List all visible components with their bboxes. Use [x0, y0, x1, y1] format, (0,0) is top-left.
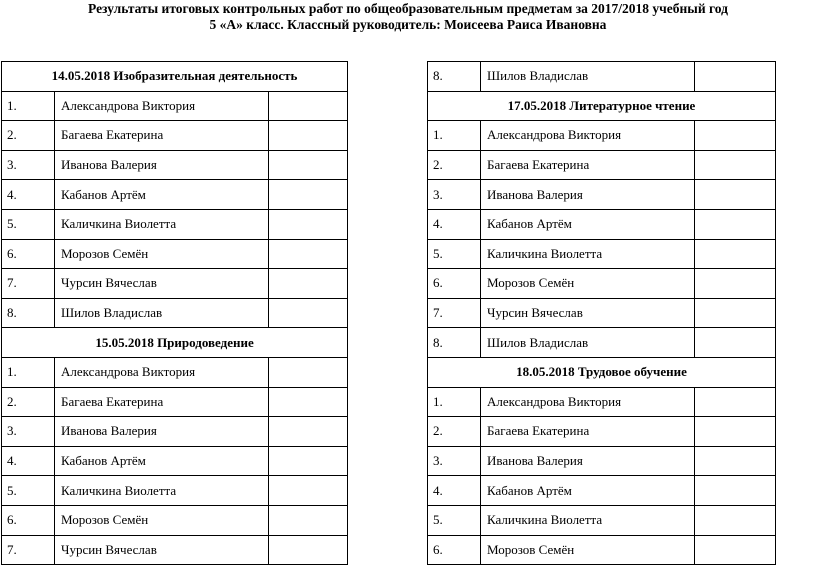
- score-cell: [269, 535, 348, 565]
- row-number: 3.: [428, 180, 481, 210]
- student-row: [428, 239, 776, 269]
- score-cell: [695, 121, 776, 151]
- score-cell: [269, 505, 348, 535]
- student-name: Багаева Екатерина: [481, 150, 695, 180]
- student-row: [428, 180, 776, 210]
- row-number: 6.: [428, 535, 481, 565]
- score-cell: [269, 357, 348, 387]
- student-row: [428, 446, 776, 476]
- row-number: 4.: [428, 209, 481, 239]
- student-name: Каличкина Виолетта: [55, 209, 269, 239]
- row-number: 8.: [428, 62, 481, 92]
- student-row: [2, 357, 348, 387]
- student-row: [2, 239, 348, 269]
- row-number: 5.: [2, 209, 55, 239]
- row-number: 2.: [428, 417, 481, 447]
- student-name: Иванова Валерия: [55, 150, 269, 180]
- score-cell: [695, 505, 776, 535]
- score-cell: [695, 150, 776, 180]
- student-row: [428, 387, 776, 417]
- row-number: 1.: [2, 357, 55, 387]
- row-number: 8.: [428, 328, 481, 358]
- student-row: [428, 298, 776, 328]
- student-name: Иванова Валерия: [55, 417, 269, 447]
- student-row: [2, 180, 348, 210]
- student-row: [428, 328, 776, 358]
- student-name: Каличкина Виолетта: [481, 505, 695, 535]
- row-number: 1.: [428, 387, 481, 417]
- student-name: Морозов Семён: [55, 239, 269, 269]
- score-cell: [269, 239, 348, 269]
- student-name: Кабанов Артём: [481, 209, 695, 239]
- student-row: [428, 269, 776, 299]
- score-cell: [695, 298, 776, 328]
- score-cell: [695, 209, 776, 239]
- score-cell: [695, 180, 776, 210]
- student-name: Каличкина Виолетта: [481, 239, 695, 269]
- subject-date-heading: 18.05.2018 Трудовое обучение: [428, 357, 776, 387]
- score-cell: [695, 417, 776, 447]
- student-name: Морозов Семён: [481, 269, 695, 299]
- score-cell: [269, 446, 348, 476]
- student-row: [2, 417, 348, 447]
- row-number: 2.: [428, 150, 481, 180]
- row-number: 3.: [428, 446, 481, 476]
- section-header-row: [428, 91, 776, 121]
- student-row: [428, 476, 776, 506]
- score-cell: [695, 446, 776, 476]
- row-number: 7.: [2, 269, 55, 299]
- score-cell: [695, 476, 776, 506]
- score-cell: [269, 298, 348, 328]
- score-cell: [269, 209, 348, 239]
- student-name: Чурсин Вячеслав: [481, 298, 695, 328]
- student-name: Багаева Екатерина: [481, 417, 695, 447]
- row-number: 5.: [428, 505, 481, 535]
- score-cell: [269, 121, 348, 151]
- student-name: Шилов Владислав: [481, 328, 695, 358]
- student-name: Кабанов Артём: [55, 446, 269, 476]
- row-number: 5.: [2, 476, 55, 506]
- student-row: [2, 476, 348, 506]
- section-header-row: [2, 328, 348, 358]
- student-row: [428, 62, 776, 92]
- score-cell: [695, 239, 776, 269]
- student-name: Кабанов Артём: [481, 476, 695, 506]
- student-row: [428, 417, 776, 447]
- score-cell: [269, 180, 348, 210]
- row-number: 2.: [2, 387, 55, 417]
- student-name: Александрова Виктория: [55, 91, 269, 121]
- score-cell: [269, 387, 348, 417]
- section-header-row: [2, 62, 348, 92]
- row-number: 6.: [2, 239, 55, 269]
- row-number: 6.: [428, 269, 481, 299]
- right-results-table: [427, 61, 776, 565]
- student-name: Багаева Екатерина: [55, 387, 269, 417]
- student-row: [2, 121, 348, 151]
- score-cell: [269, 476, 348, 506]
- row-number: 7.: [428, 298, 481, 328]
- document-header: [0, 1, 816, 33]
- class-info: 5 «А» класс. Классный руководитель: Моисеева Раиса Ивановна: [209, 17, 607, 32]
- row-number: 7.: [2, 535, 55, 565]
- score-cell: [695, 62, 776, 92]
- student-name: Чурсин Вячеслав: [55, 535, 269, 565]
- score-cell: [269, 150, 348, 180]
- student-name: Морозов Семён: [481, 535, 695, 565]
- student-name: Шилов Владислав: [55, 298, 269, 328]
- student-row: [2, 505, 348, 535]
- student-name: Багаева Екатерина: [55, 121, 269, 151]
- subject-date-heading: 17.05.2018 Литературное чтение: [428, 91, 776, 121]
- row-number: 6.: [2, 505, 55, 535]
- row-number: 5.: [428, 239, 481, 269]
- student-name: Чурсин Вячеслав: [55, 269, 269, 299]
- student-name: Каличкина Виолетта: [55, 476, 269, 506]
- student-row: [2, 91, 348, 121]
- student-row: [2, 446, 348, 476]
- student-row: [2, 298, 348, 328]
- student-name: Александрова Виктория: [481, 121, 695, 151]
- student-row: [2, 209, 348, 239]
- student-row: [428, 150, 776, 180]
- student-row: [2, 535, 348, 565]
- student-row: [2, 150, 348, 180]
- score-cell: [269, 269, 348, 299]
- student-name: Кабанов Артём: [55, 180, 269, 210]
- score-cell: [269, 417, 348, 447]
- student-row: [428, 505, 776, 535]
- row-number: 1.: [2, 91, 55, 121]
- student-name: Морозов Семён: [55, 505, 269, 535]
- row-number: 3.: [2, 417, 55, 447]
- section-header-row: [428, 357, 776, 387]
- score-cell: [695, 535, 776, 565]
- row-number: 4.: [2, 446, 55, 476]
- student-row: [2, 269, 348, 299]
- score-cell: [695, 328, 776, 358]
- row-number: 3.: [2, 150, 55, 180]
- student-name: Иванова Валерия: [481, 446, 695, 476]
- row-number: 4.: [2, 180, 55, 210]
- row-number: 8.: [2, 298, 55, 328]
- score-cell: [269, 91, 348, 121]
- row-number: 1.: [428, 121, 481, 151]
- student-row: [428, 535, 776, 565]
- student-row: [428, 209, 776, 239]
- student-name: Иванова Валерия: [481, 180, 695, 210]
- student-name: Александрова Виктория: [55, 357, 269, 387]
- left-results-table: [1, 61, 348, 565]
- student-name: Шилов Владислав: [481, 62, 695, 92]
- document-title: Результаты итоговых контрольных работ по общеобразовательным предметам за 2017/2018 учебный год: [88, 1, 728, 16]
- subject-date-heading: 15.05.2018 Природоведение: [2, 328, 348, 358]
- row-number: 4.: [428, 476, 481, 506]
- student-row: [2, 387, 348, 417]
- subject-date-heading: 14.05.2018 Изобразительная деятельность: [2, 62, 348, 92]
- row-number: 2.: [2, 121, 55, 151]
- score-cell: [695, 387, 776, 417]
- student-name: Александрова Виктория: [481, 387, 695, 417]
- student-row: [428, 121, 776, 151]
- score-cell: [695, 269, 776, 299]
